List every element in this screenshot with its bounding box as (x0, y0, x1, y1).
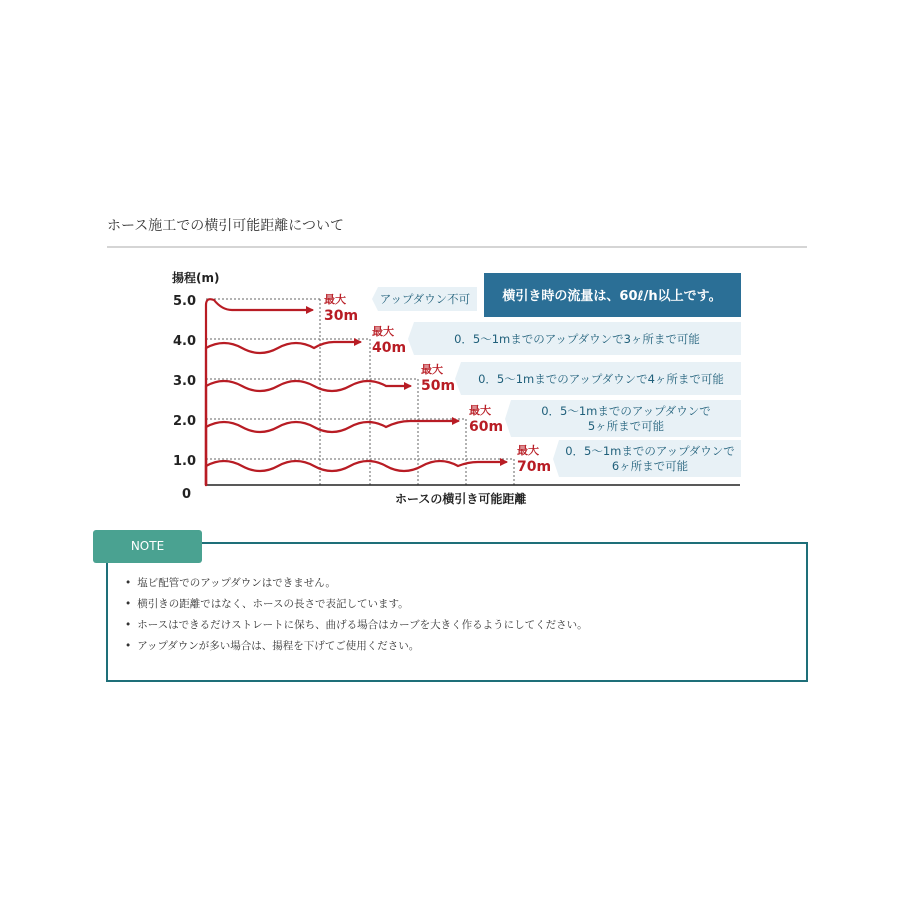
note-item: • 塩ビ配管でのアップダウンはできません。 (125, 573, 588, 594)
y-tick-1: 1.0 (172, 454, 196, 469)
x-axis-label: ホースの横引き可能距離 (395, 492, 527, 506)
y-tick-5: 5.0 (172, 294, 196, 309)
hose-level-1 (206, 461, 506, 485)
y-tick-2: 2.0 (172, 414, 196, 429)
svg-text:アップダウン不可: アップダウン不可 (379, 292, 471, 306)
note-list (125, 573, 588, 657)
svg-text:0．5～1mまでのアップダウンで: 0．5～1mまでのアップダウンで (541, 404, 711, 418)
level-note-4 (408, 322, 741, 355)
level-note-2 (505, 400, 741, 437)
svg-text:5ヶ所まで可能: 5ヶ所まで可能 (587, 419, 665, 433)
max-label-70m (517, 443, 551, 475)
note-item: • アップダウンが多い場合は、揚程を下げてご使用ください。 (125, 636, 588, 657)
max-label-40m (372, 324, 406, 356)
section-title: ホース施工での横引可能距離について (107, 218, 345, 234)
svg-text:最大: 最大 (421, 363, 443, 376)
y-tick-3: 3.0 (172, 374, 196, 389)
note-tab: NOTE (93, 530, 202, 563)
hose-level-3 (206, 381, 410, 485)
level-note-5 (372, 287, 477, 311)
zero-label: 0 (181, 487, 191, 502)
flow-rate-highlight: 横引き時の流量は、60ℓ/h以上です。 (502, 289, 722, 304)
max-label-50m (421, 362, 455, 394)
svg-text:0．5～1mまでのアップダウンで3ヶ所まで可能: 0．5～1mまでのアップダウンで3ヶ所まで可能 (454, 332, 700, 346)
svg-text:30m: 30m (324, 308, 359, 324)
svg-text:最大: 最大 (469, 404, 491, 417)
svg-text:0．5～1mまでのアップダウンで: 0．5～1mまでのアップダウンで (565, 444, 735, 458)
svg-text:最大: 最大 (324, 293, 346, 306)
svg-text:最大: 最大 (517, 444, 539, 457)
svg-text:6ヶ所まで可能: 6ヶ所まで可能 (611, 459, 689, 473)
svg-text:60m: 60m (469, 419, 504, 435)
note-item: • ホースはできるだけストレートに保ち、曲げる場合はカーブを大きく作るようにしてください。 (125, 615, 588, 636)
level-note-3 (455, 362, 741, 395)
level-note-1 (553, 440, 741, 477)
hose-level-2 (206, 421, 458, 485)
max-label-30m (324, 292, 358, 324)
svg-text:50m: 50m (421, 378, 456, 394)
note-item: • 横引きの距離ではなく、ホースの長さで表記しています。 (125, 594, 588, 615)
y-axis-label: 揚程(m) (172, 271, 220, 285)
svg-text:0．5～1mまでのアップダウンで4ヶ所まで可能: 0．5～1mまでのアップダウンで4ヶ所まで可能 (478, 372, 724, 386)
y-tick-4: 4.0 (172, 334, 196, 349)
svg-text:最大: 最大 (372, 325, 394, 338)
max-label-60m (469, 403, 503, 435)
svg-text:40m: 40m (372, 340, 407, 356)
svg-text:70m: 70m (517, 459, 552, 475)
